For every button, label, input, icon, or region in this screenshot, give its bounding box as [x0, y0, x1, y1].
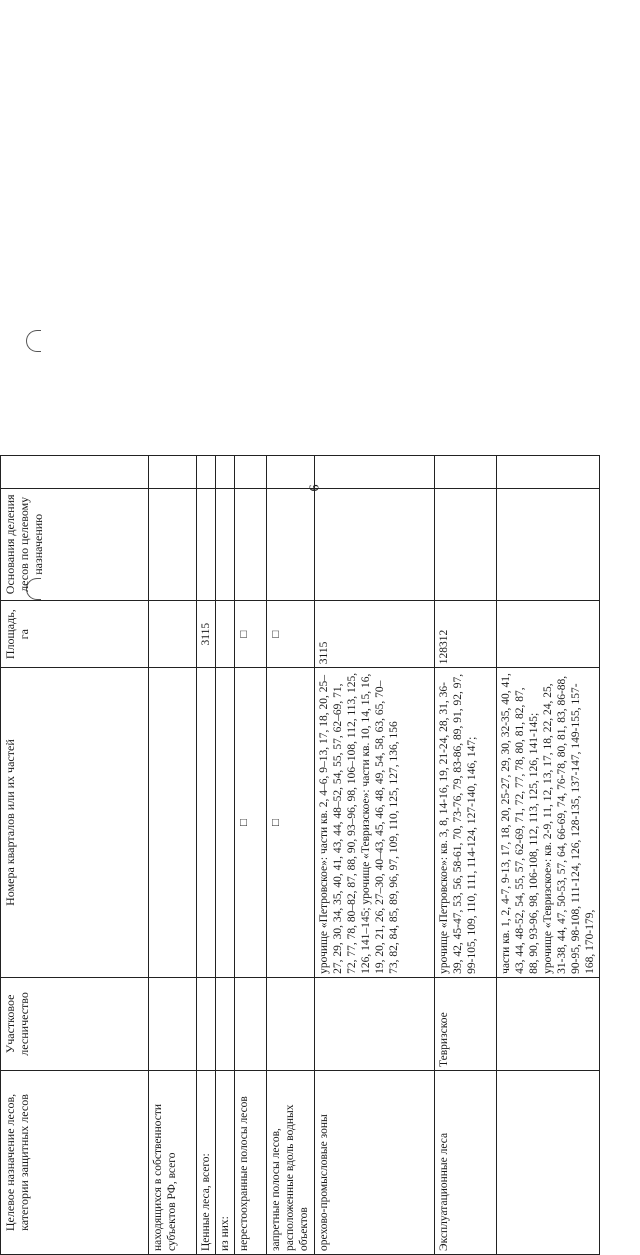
- header-area: Площадь, га: [1, 601, 149, 668]
- cell-forestry: [197, 977, 216, 1070]
- cell-area: [149, 601, 197, 668]
- cell-forestry: [216, 977, 235, 1070]
- cell-area-checkbox: □: [267, 601, 315, 668]
- cell-basis: [197, 488, 216, 601]
- cell-empty: [497, 456, 600, 489]
- cell-forestry: [149, 977, 197, 1070]
- cell-quarters: [149, 668, 197, 978]
- header-forestry: Участковое лесничество: [1, 977, 149, 1070]
- table-row: [149, 456, 197, 1255]
- cell-basis: [315, 488, 435, 601]
- cell-purpose: Эксплуатационные леса: [435, 1070, 497, 1254]
- table-row: [435, 456, 497, 1255]
- cell-area: [216, 601, 235, 668]
- header-purpose: Целевое назначение лесов, категории защитных лесов: [1, 1070, 149, 1254]
- table-row: [216, 456, 235, 1255]
- cell-quarters: урочище «Петровское»: части кв. 2, 4–6, 9–13, 17, 18, 20, 25–27, 29, 30, 34, 35, 40, 41, 43, 44, 48–52, 54, 55, 57, 62–69, 71, 72, 77, 78, 80–82, 87, 88, 90, 93–96, 98, 106–108, 112, 113, 125, 126, 141–145; урочище «Тевризское»: части кв. 10, 14, 15, 16, 19, 20, 21, 26, 27–30, 40–43, 45, 46, 48, 49, 54, 58, 63, 65, 70–73, 82, 84, 85, 89, 96, 97, 109, 110, 125, 127, 136, 156: [315, 668, 435, 978]
- cell-empty: [315, 456, 435, 489]
- cell-quarters: [197, 668, 216, 978]
- cell-forestry: [315, 977, 435, 1070]
- table-row: [267, 456, 315, 1255]
- table-header-row: [1, 456, 149, 1255]
- cell-empty: [197, 456, 216, 489]
- rotated-table-wrapper: [0, 455, 596, 1255]
- cell-forestry: [267, 977, 315, 1070]
- cell-quarters: [216, 668, 235, 978]
- cell-empty: [267, 456, 315, 489]
- punch-hole-top: [26, 330, 41, 352]
- cell-purpose: орехово-промысловые зоны: [315, 1070, 435, 1254]
- cell-empty: [235, 456, 267, 489]
- header-quarters: Номера кварталов или их частей: [1, 668, 149, 978]
- cell-quarters: части кв. 1, 2, 4-7, 9-13, 17, 18, 20, 25-27, 29, 30, 32-35, 40, 41, 43, 44, 48-52, 54, 55, 57, 62-69, 71, 72, 77, 78, 80, 81, 82, 87, 88, 90, 93-96, 98, 106-108, 112, 113, 125, 126, 141-145; урочище «Тевризское»: кв. 2-9, 11, 12, 13, 17, 18, 22, 24, 25, 31-38, 44, 47, 50-53, 57, 64, 66-69, 74, 76-78, 80, 81, 83, 86-88, 90-95, 98-108, 111-124, 126, 128-135, 137-147, 149-155, 157-168, 170-179,: [497, 668, 600, 978]
- cell-basis: [497, 488, 600, 601]
- cell-purpose: запретные полосы лесов, расположенные вдоль водных объектов: [267, 1070, 315, 1254]
- cell-forestry: [235, 977, 267, 1070]
- cell-quarters: урочище «Петровское»: кв. 3, 8, 14-16, 19, 21-24, 28, 31, 36-39, 42, 45-47, 53, 56, 58-61, 70, 73-76, 79, 83-86, 89, 91, 92, 97, 99-105, 109, 110, 111, 114-124, 127-140, 146, 147;: [435, 668, 497, 978]
- cell-purpose: из них:: [216, 1070, 235, 1254]
- table-row: [497, 456, 600, 1255]
- cell-forestry: [497, 977, 600, 1070]
- cell-area-checkbox: □: [235, 601, 267, 668]
- cell-quarters-checkbox: □: [235, 668, 267, 978]
- cell-area: 128312: [435, 601, 497, 668]
- cell-area: 3115: [197, 601, 216, 668]
- cell-basis: [267, 488, 315, 601]
- cell-area: 3115: [315, 601, 435, 668]
- header-empty: [1, 456, 149, 489]
- cell-empty: [435, 456, 497, 489]
- cell-purpose: находящихся в собственности субъектов РФ, всего: [149, 1070, 197, 1254]
- cell-basis: [435, 488, 497, 601]
- cell-forestry: Тевризское: [435, 977, 497, 1070]
- cell-purpose: нерестоохранные полосы лесов: [235, 1070, 267, 1254]
- cell-basis: [149, 488, 197, 601]
- table-row: [197, 456, 216, 1255]
- forest-division-table: [0, 455, 600, 1255]
- table-row: [315, 456, 435, 1255]
- cell-purpose: Ценные леса, всего:: [197, 1070, 216, 1254]
- cell-area: [497, 601, 600, 668]
- cell-empty: [216, 456, 235, 489]
- cell-quarters-checkbox: □: [267, 668, 315, 978]
- page-number: 6: [307, 484, 323, 492]
- header-basis: Основания деления лесов по целевому назначению: [1, 488, 149, 601]
- cell-basis: [216, 488, 235, 601]
- cell-basis: [235, 488, 267, 601]
- cell-empty: [149, 456, 197, 489]
- cell-purpose: [497, 1070, 600, 1254]
- table-row: [235, 456, 267, 1255]
